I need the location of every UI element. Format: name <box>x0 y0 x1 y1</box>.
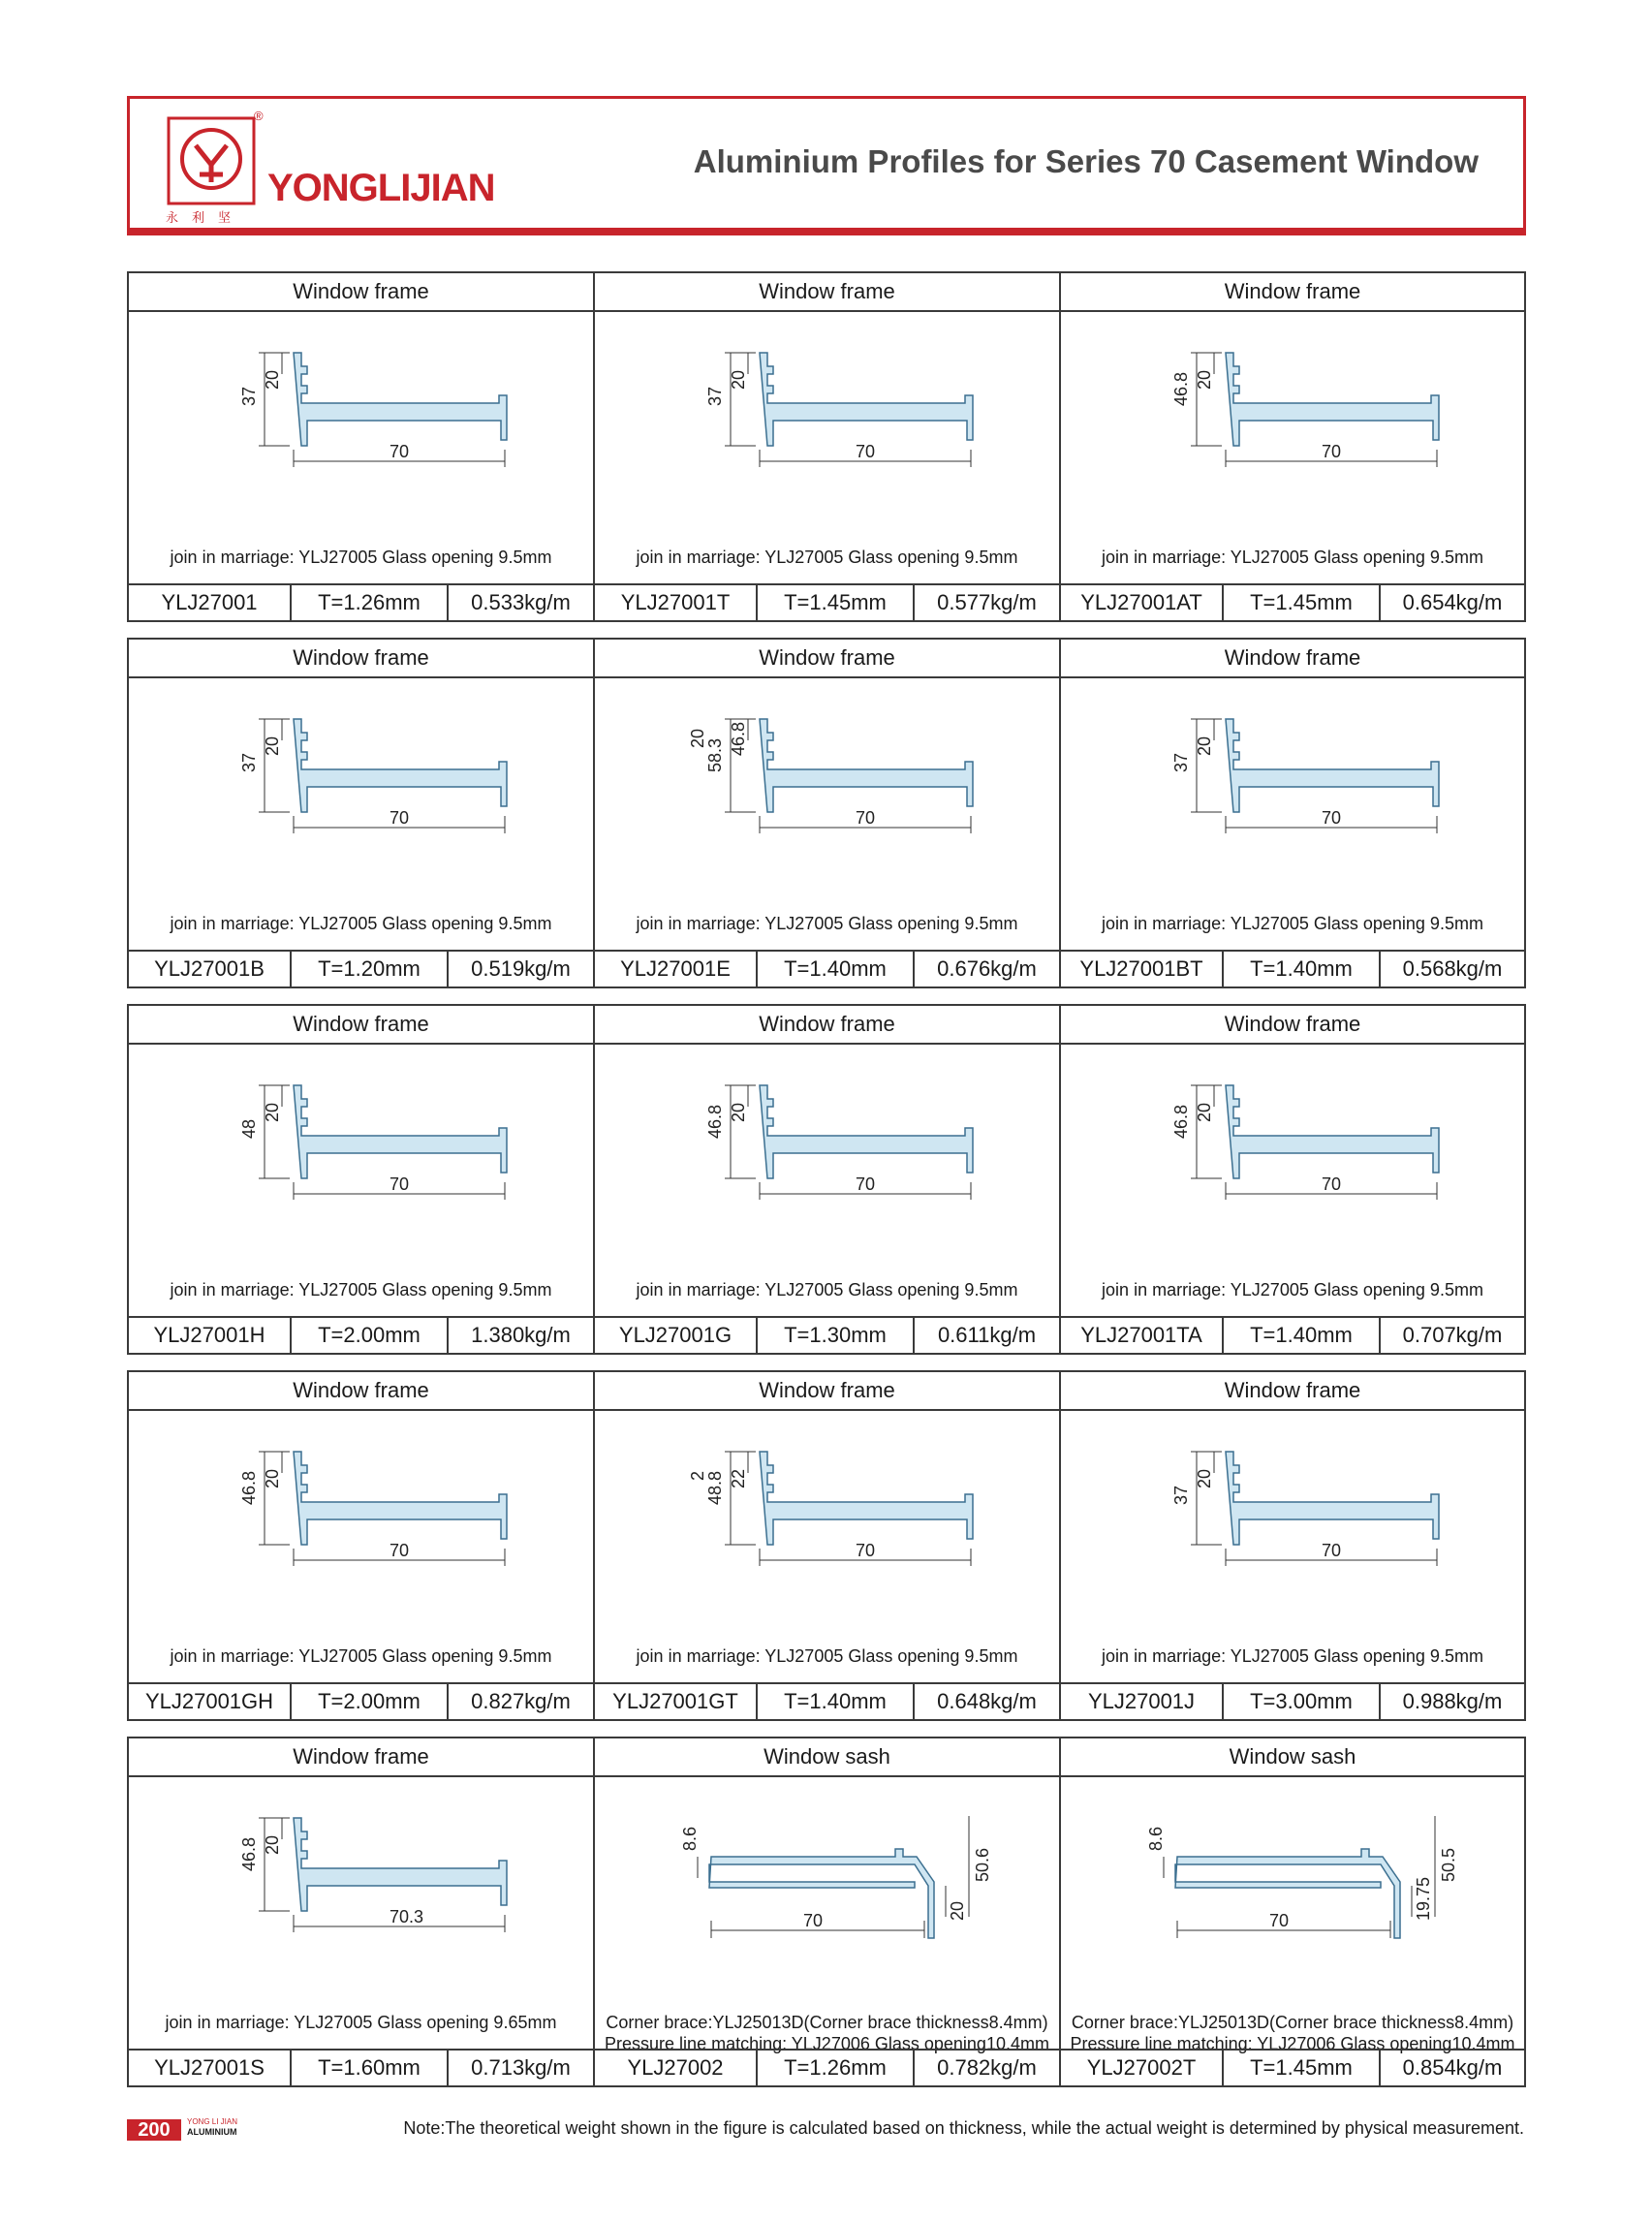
spec-row <box>129 950 593 986</box>
brand-logo-icon <box>167 116 256 205</box>
profile-thickness: T=1.45mm <box>1224 585 1381 620</box>
spec-row <box>1061 583 1524 620</box>
profile-weight: 0.782kg/m <box>937 2055 1037 2080</box>
dim-width-label: 70.3 <box>390 1907 424 1926</box>
profile-cell <box>1059 1004 1526 1355</box>
cell-heading: Window frame <box>129 1006 593 1045</box>
page-title: Aluminium Profiles for Series 70 Casement Window <box>693 143 1479 179</box>
note-line-1: Corner brace:YLJ25013D(Corner brace thickness8.4mm) <box>1071 2013 1514 2032</box>
dim-height-label: 46.8 <box>239 1836 259 1871</box>
cell-notes <box>129 1645 593 1667</box>
spec-row <box>129 2049 593 2085</box>
profile-drawing <box>129 678 591 911</box>
profile-cell <box>1059 271 1526 622</box>
profile-section <box>760 353 973 446</box>
profile-code: YLJ27001S <box>129 2051 292 2085</box>
note-line-1: join in marriage: YLJ27005 Glass opening 9.5mm <box>1102 548 1483 567</box>
profile-thickness: T=1.40mm <box>758 952 915 986</box>
dim-sub-label: 20 <box>729 1102 748 1122</box>
profile-row <box>127 1737 1526 2087</box>
dim-sub-label: 22 <box>729 1468 748 1488</box>
profile-figure <box>129 312 593 545</box>
profile-section <box>294 353 507 446</box>
header-divider <box>127 228 1526 235</box>
profile-code: YLJ27001GT <box>595 1684 758 1719</box>
profile-code: YLJ27001E <box>595 952 758 986</box>
note-line-1: join in marriage: YLJ27005 Glass opening 9.5mm <box>1102 1646 1483 1666</box>
dim-height-label: 48.8 <box>705 1470 725 1505</box>
dim-width-label: 70 <box>390 442 410 461</box>
profile-weight: 0.568kg/m <box>1402 956 1503 981</box>
profile-thickness: T=1.45mm <box>1224 2051 1381 2085</box>
cell-notes <box>595 547 1059 568</box>
dim-width-label: 70 <box>856 808 876 828</box>
spec-row <box>129 1316 593 1353</box>
spec-row <box>1061 2049 1524 2085</box>
note-line-1: join in marriage: YLJ27005 Glass opening 9.5mm <box>170 1280 552 1299</box>
dim-height-label: 46.8 <box>239 1470 259 1505</box>
profile-section <box>1226 353 1439 446</box>
dim-width-label: 70 <box>1322 808 1342 828</box>
profile-thickness: T=1.20mm <box>292 952 449 986</box>
profile-section <box>760 1085 973 1178</box>
profile-thickness: T=3.00mm <box>1224 1684 1381 1719</box>
footer-brand <box>187 2117 237 2137</box>
profile-code: YLJ27001TA <box>1061 1318 1224 1353</box>
note-line-1: join in marriage: YLJ27005 Glass opening 9.5mm <box>636 914 1018 933</box>
dim-sub-label: 20 <box>263 1834 282 1855</box>
dim-sub-label: 20 <box>263 736 282 756</box>
dim-height-label: 50.6 <box>973 1847 992 1882</box>
dim-width-label: 70 <box>803 1911 824 1930</box>
profile-section <box>294 719 507 812</box>
dim-sub-label: 20 <box>1195 369 1214 390</box>
dim-height-label: 37 <box>1171 752 1191 772</box>
dim-sub2-label: 2 <box>688 1470 707 1481</box>
profile-code: YLJ27001B <box>129 952 292 986</box>
spec-row <box>595 583 1059 620</box>
profile-section <box>1226 1452 1439 1545</box>
spec-row <box>595 2049 1059 2085</box>
cell-notes <box>1061 913 1524 934</box>
footer-brand-line1: YONG LI JIAN <box>187 2117 238 2126</box>
profile-thickness: T=1.40mm <box>758 1684 915 1719</box>
profile-drawing <box>595 312 1057 545</box>
dim-sub-label: 8.6 <box>1146 1826 1166 1851</box>
profile-weight: 0.519kg/m <box>471 956 571 981</box>
profile-row <box>127 271 1526 622</box>
dim-width-label: 70 <box>390 1174 410 1194</box>
page-number: 200 <box>127 2119 181 2141</box>
dim-height-label: 46.8 <box>705 1104 725 1139</box>
profile-thickness: T=2.00mm <box>292 1318 449 1353</box>
profile-figure <box>595 678 1059 911</box>
dim-height-label: 37 <box>239 386 259 406</box>
dim-sub-label: 20 <box>729 369 748 390</box>
profile-grid <box>127 271 1526 2103</box>
note-line-2: Pressure line matching: YLJ27006 Glass opening10.4mm <box>1070 2034 1515 2053</box>
dim-height-label: 37 <box>239 752 259 772</box>
dim-sub-label: 20 <box>263 1468 282 1488</box>
dim-width-label: 70 <box>1322 1541 1342 1560</box>
profile-figure <box>595 1777 1059 2010</box>
profile-weight: 0.676kg/m <box>937 956 1037 981</box>
profile-weight: 0.533kg/m <box>471 590 571 614</box>
profile-drawing <box>595 1411 1057 1644</box>
profile-thickness: T=1.60mm <box>292 2051 449 2085</box>
profile-drawing <box>129 1777 591 2010</box>
spec-row <box>1061 950 1524 986</box>
note-line-1: join in marriage: YLJ27005 Glass opening 9.5mm <box>1102 914 1483 933</box>
spec-row <box>129 583 593 620</box>
profile-drawing <box>1061 312 1523 545</box>
note-line-1: join in marriage: YLJ27005 Glass opening 9.5mm <box>636 548 1018 567</box>
dim-height-label: 58.3 <box>705 737 725 772</box>
profile-thickness: T=1.40mm <box>1224 952 1381 986</box>
dim-sub2-label: 20 <box>688 728 707 748</box>
spec-row <box>129 1682 593 1719</box>
profile-code: YLJ27001J <box>1061 1684 1224 1719</box>
spec-row <box>595 1682 1059 1719</box>
profile-cell <box>1059 1737 1526 2087</box>
dim-sub2-label: 20 <box>948 1900 967 1921</box>
cell-notes <box>1061 1645 1524 1667</box>
profile-figure <box>129 1045 593 1277</box>
profile-figure <box>595 1045 1059 1277</box>
cell-notes <box>595 913 1059 934</box>
dim-width-label: 70 <box>856 1174 876 1194</box>
profile-code: YLJ27001BT <box>1061 952 1224 986</box>
profile-weight: 0.854kg/m <box>1402 2055 1503 2080</box>
profile-drawing <box>595 1045 1057 1277</box>
profile-code: YLJ27002 <box>595 2051 758 2085</box>
note-line-2: Pressure line matching: YLJ27006 Glass opening10.4mm <box>605 2034 1049 2053</box>
cell-heading: Window frame <box>129 1372 593 1411</box>
profile-figure <box>129 1411 593 1644</box>
brand-chinese: 永利坚 <box>166 210 245 225</box>
dim-height-label: 37 <box>1171 1485 1191 1505</box>
note-line-1: join in marriage: YLJ27005 Glass opening 9.5mm <box>170 548 552 567</box>
profile-figure <box>595 312 1059 545</box>
dim-height-label: 46.8 <box>1171 1104 1191 1139</box>
profile-drawing <box>1061 1045 1523 1277</box>
dim-sub-label: 20 <box>1195 736 1214 756</box>
dim-sub-label: 20 <box>1195 1468 1214 1488</box>
spec-row <box>595 950 1059 986</box>
note-line-2: join in marriage: YLJ27005 Glass opening 9.65mm <box>165 2013 557 2032</box>
profile-section <box>1226 1085 1439 1178</box>
profile-code: YLJ27001GH <box>129 1684 292 1719</box>
profile-drawing <box>595 678 1057 911</box>
profile-figure <box>1061 678 1524 911</box>
cell-heading: Window sash <box>1061 1738 1524 1777</box>
profile-cell <box>127 1004 595 1355</box>
registered-mark: ® <box>254 109 264 123</box>
profile-row <box>127 1004 1526 1355</box>
profile-drawing <box>595 1777 1057 2010</box>
profile-section <box>760 1452 973 1545</box>
dim-width-label: 70 <box>856 1541 876 1560</box>
profile-row <box>127 638 1526 988</box>
profile-weight: 0.648kg/m <box>937 1689 1037 1713</box>
cell-heading: Window sash <box>595 1738 1059 1777</box>
cell-heading: Window frame <box>595 640 1059 678</box>
spec-row <box>1061 1316 1524 1353</box>
dim-sub-label: 20 <box>263 369 282 390</box>
dim-width-label: 70 <box>1269 1911 1290 1930</box>
cell-heading: Window frame <box>1061 640 1524 678</box>
cell-heading: Window frame <box>595 1006 1059 1045</box>
profile-drawing <box>1061 1777 1523 2010</box>
profile-thickness: T=1.45mm <box>758 585 915 620</box>
profile-code: YLJ27001T <box>595 585 758 620</box>
profile-figure <box>129 1777 593 2010</box>
profile-code: YLJ27001G <box>595 1318 758 1353</box>
cell-notes <box>1061 1279 1524 1300</box>
profile-drawing <box>129 1045 591 1277</box>
cell-heading: Window frame <box>1061 1372 1524 1411</box>
profile-figure <box>129 678 593 911</box>
dim-width-label: 70 <box>856 442 876 461</box>
note-line-1: join in marriage: YLJ27005 Glass opening 9.5mm <box>1102 1280 1483 1299</box>
dim-width-label: 70 <box>390 1541 410 1560</box>
note-line-1: join in marriage: YLJ27005 Glass opening 9.5mm <box>170 914 552 933</box>
dim-sub-label: 20 <box>1195 1102 1214 1122</box>
dim-width-label: 70 <box>390 808 410 828</box>
cell-heading: Window frame <box>1061 1006 1524 1045</box>
profile-thickness: T=1.30mm <box>758 1318 915 1353</box>
profile-cell <box>593 1737 1061 2087</box>
profile-figure <box>1061 1045 1524 1277</box>
profile-weight: 0.713kg/m <box>471 2055 571 2080</box>
cell-heading: Window frame <box>129 1738 593 1777</box>
page-header <box>127 96 1526 234</box>
footer-brand-line2: ALUMINIUM <box>187 2127 237 2137</box>
profile-code: YLJ27001AT <box>1061 585 1224 620</box>
cell-notes <box>129 547 593 568</box>
profile-weight: 0.577kg/m <box>937 590 1037 614</box>
cell-heading: Window frame <box>595 1372 1059 1411</box>
note-line-1: join in marriage: YLJ27005 Glass opening 9.5mm <box>636 1646 1018 1666</box>
profile-weight: 0.654kg/m <box>1402 590 1503 614</box>
footer-note: Note:The theoretical weight shown in the figure is calculated based on thickness, while the actual weight is determined by physical measurement. <box>403 2118 1524 2138</box>
profile-section <box>1226 719 1439 812</box>
cell-heading: Window frame <box>129 273 593 312</box>
note-line-1: Corner brace:YLJ25013D(Corner brace thickness8.4mm) <box>606 2013 1048 2032</box>
profile-figure <box>1061 1777 1524 2010</box>
profile-drawing <box>129 312 591 545</box>
cell-notes <box>1061 547 1524 568</box>
cell-notes <box>129 913 593 934</box>
profile-figure <box>595 1411 1059 1644</box>
profile-cell <box>593 271 1061 622</box>
profile-cell <box>593 1004 1061 1355</box>
profile-row <box>127 1370 1526 1721</box>
spec-row <box>1061 1682 1524 1719</box>
dim-sub-label: 46.8 <box>729 721 748 756</box>
cell-notes <box>595 1279 1059 1300</box>
profile-weight: 0.707kg/m <box>1402 1323 1503 1347</box>
dim-height-label: 50.5 <box>1439 1847 1458 1882</box>
profile-figure <box>1061 1411 1524 1644</box>
profile-drawing <box>1061 678 1523 911</box>
profile-weight: 1.380kg/m <box>471 1323 571 1347</box>
profile-cell <box>593 638 1061 988</box>
note-line-1: join in marriage: YLJ27005 Glass opening 9.5mm <box>170 1646 552 1666</box>
dim-height-label: 48 <box>239 1118 259 1139</box>
dim-width-label: 70 <box>1322 1174 1342 1194</box>
cell-heading: Window frame <box>595 273 1059 312</box>
profile-code: YLJ27001 <box>129 585 292 620</box>
profile-section <box>294 1452 507 1545</box>
brand-name: YONGLIJIAN <box>267 167 495 209</box>
profile-thickness: T=1.40mm <box>1224 1318 1381 1353</box>
profile-weight: 0.827kg/m <box>471 1689 571 1713</box>
profile-thickness: T=1.26mm <box>758 2051 915 2085</box>
profile-cell <box>1059 1370 1526 1721</box>
dim-sub-label: 8.6 <box>680 1826 700 1851</box>
profile-drawing <box>129 1411 591 1644</box>
profile-weight: 0.611kg/m <box>937 1323 1037 1347</box>
dim-sub2-label: 19.75 <box>1414 1876 1433 1921</box>
cell-heading: Window frame <box>129 640 593 678</box>
cell-heading: Window frame <box>1061 273 1524 312</box>
profile-thickness: T=2.00mm <box>292 1684 449 1719</box>
profile-code: YLJ27002T <box>1061 2051 1224 2085</box>
profile-weight: 0.988kg/m <box>1402 1689 1503 1713</box>
profile-cell <box>127 1370 595 1721</box>
profile-cell <box>593 1370 1061 1721</box>
profile-code: YLJ27001H <box>129 1318 292 1353</box>
dim-width-label: 70 <box>1322 442 1342 461</box>
cell-notes <box>129 2012 593 2033</box>
profile-section <box>294 1818 507 1911</box>
spec-row <box>595 1316 1059 1353</box>
profile-cell <box>1059 638 1526 988</box>
cell-notes <box>129 1279 593 1300</box>
profile-cell <box>127 638 595 988</box>
profile-thickness: T=1.26mm <box>292 585 449 620</box>
profile-section <box>294 1085 507 1178</box>
profile-cell <box>127 271 595 622</box>
dim-height-label: 46.8 <box>1171 371 1191 406</box>
profile-cell <box>127 1737 595 2087</box>
profile-drawing <box>1061 1411 1523 1644</box>
profile-section <box>760 719 973 812</box>
profile-figure <box>1061 312 1524 545</box>
dim-height-label: 37 <box>705 386 725 406</box>
note-line-1: join in marriage: YLJ27005 Glass opening 9.5mm <box>636 1280 1018 1299</box>
dim-sub-label: 20 <box>263 1102 282 1122</box>
cell-notes <box>595 1645 1059 1667</box>
